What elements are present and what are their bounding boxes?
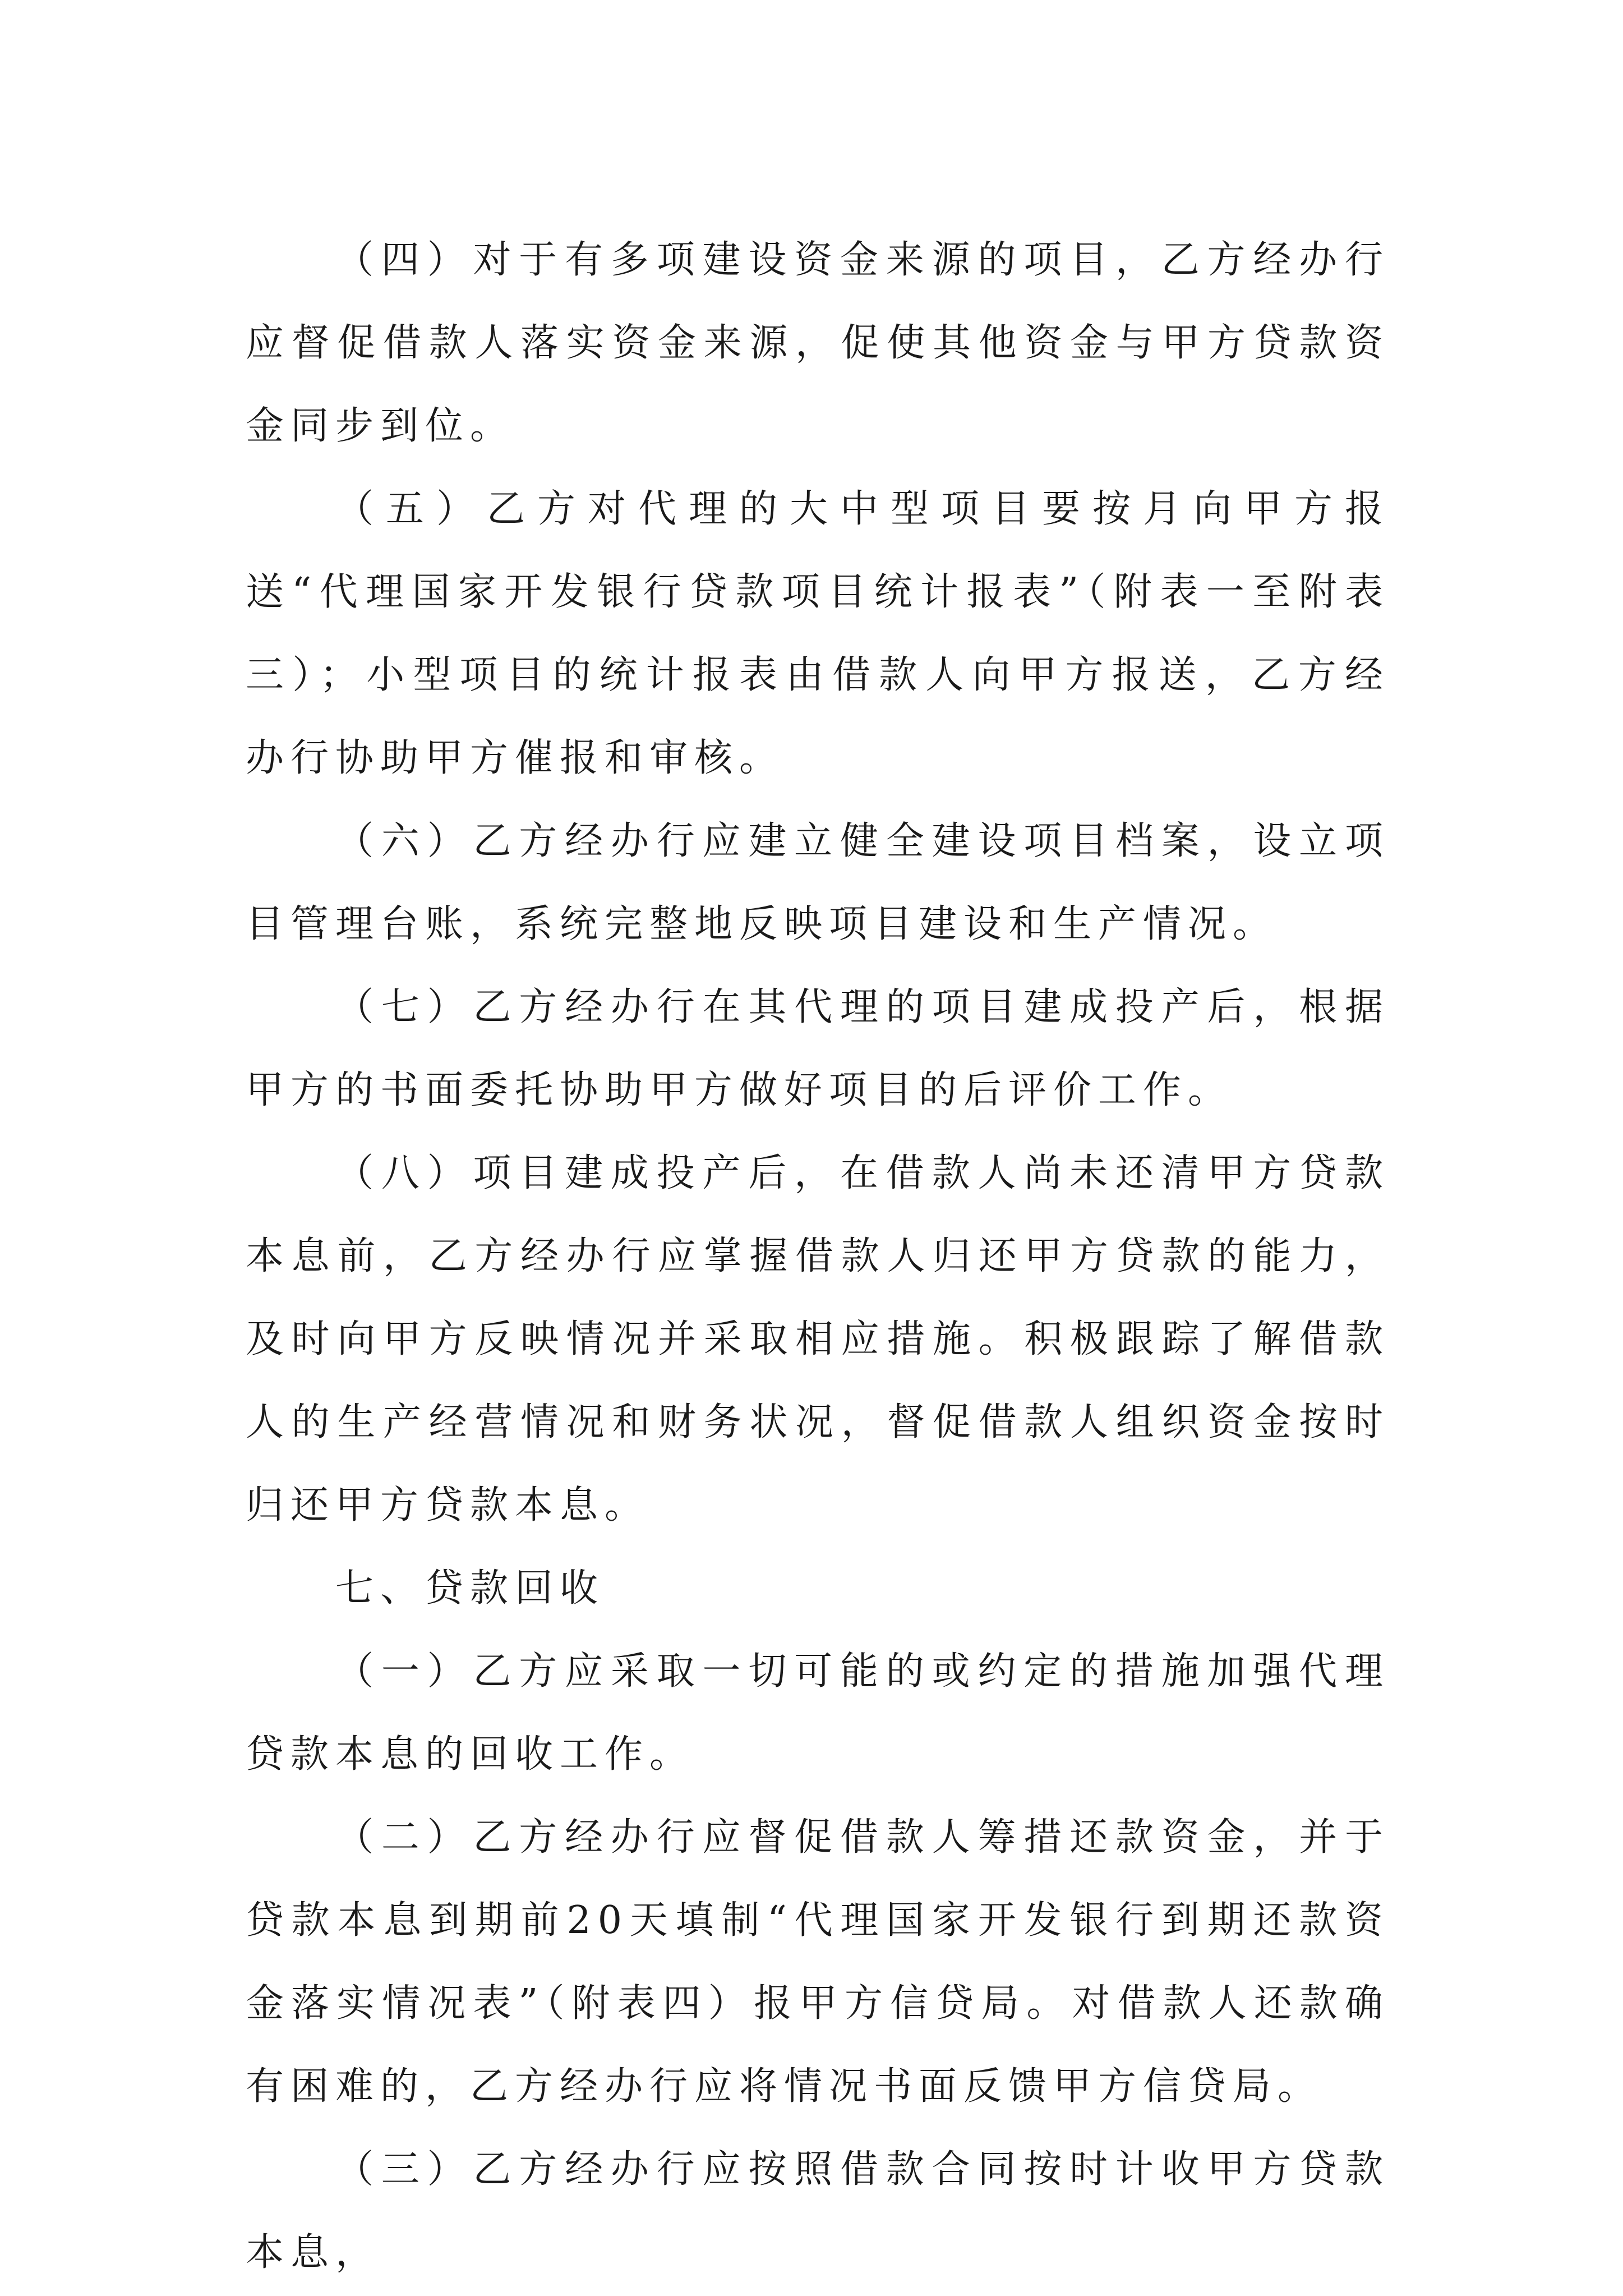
paragraph-recovery-2: （二）乙方经办行应督促借款人筹措还款资金，并于贷款本息到期前20天填制“代理国家开发银行到期还款资金落实情况表”（附表四）报甲方信贷局。对借款人还款确有困难的，乙方经办行应将情况书面反馈甲方信贷局。 [246,1815,1390,2109]
paragraph-8: （八）项目建成投产后，在借款人尚未还清甲方贷款本息前，乙方经办行应掌握借款人归还甲方贷款的能力，及时向甲方反映情况并采取相应措施。积极跟踪了解借款人的生产经营情况和财务状况，督促借款人组织资金按时归还甲方贷款本息。 [246,1151,1390,1527]
paragraph-6: （六）乙方经办行应建立健全建设项目档案，设立项目管理台账，系统完整地反映项目建设和生产情况。 [246,819,1390,946]
paragraph-5: （五）乙方对代理的大中型项目要按月向甲方报送“代理国家开发银行贷款项目统计报表”（附表一至附表三）；小型项目的统计报表由借款人向甲方报送，乙方经办行协助甲方催报和审核。 [246,487,1390,780]
document-body [246,219,1390,2294]
paragraph-4: （四）对于有多项建设资金来源的项目，乙方经办行应督促借款人落实资金来源，促使其他资金与甲方贷款资金同步到位。 [246,238,1390,448]
paragraph-recovery-1: （一）乙方应采取一切可能的或约定的措施加强代理贷款本息的回收工作。 [246,1649,1390,1777]
paragraph-7: （七）乙方经办行在其代理的项目建成投产后，根据甲方的书面委托协助甲方做好项目的后评价工作。 [246,985,1390,1112]
paragraph-recovery-3: （三）乙方经办行应按照借款合同按时计收甲方贷款本息， [246,2147,1390,2275]
section-heading-loan-recovery: 七、贷款回收 [335,1566,605,1611]
